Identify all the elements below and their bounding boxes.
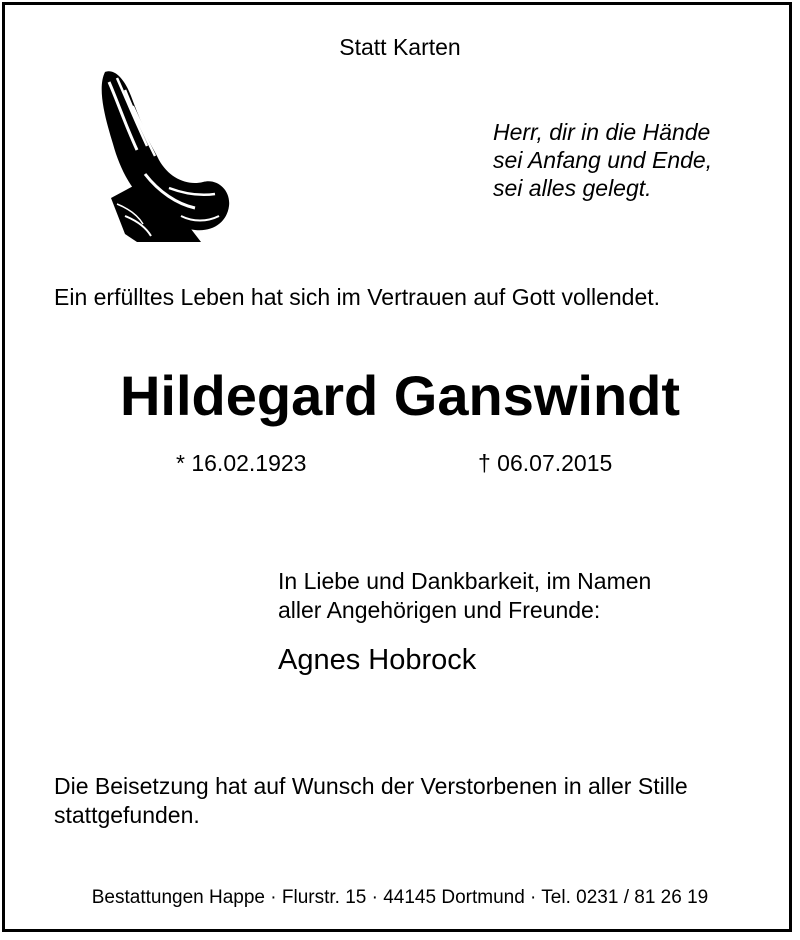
deceased-name: Hildegard Ganswindt: [119, 364, 681, 427]
burial-line: Die Beisetzung hat auf Wunsch der Verstorbenen in aller Stille: [54, 773, 688, 799]
mourner-name: Agnes Hobrock: [278, 644, 477, 676]
verse-line: sei Anfang und Ende,: [493, 147, 713, 173]
thanks-line: aller Angehörigen und Freunde:: [278, 597, 601, 623]
praying-hands-icon: [85, 66, 235, 242]
birth-date: * 16.02.1923: [176, 450, 307, 476]
verse: [493, 118, 712, 202]
thanks-line: In Liebe und Dankbarkeit, im Namen: [278, 568, 652, 594]
intro-text: Ein erfülltes Leben hat sich im Vertrauen auf Gott vollendet.: [54, 284, 661, 310]
death-date: † 06.07.2015: [478, 450, 613, 476]
burial-note: [54, 772, 688, 830]
thanks-text: [278, 567, 651, 625]
verse-line: Herr, dir in die Hände: [493, 119, 711, 145]
burial-line: stattgefunden.: [54, 802, 200, 828]
notice-heading: Statt Karten: [339, 34, 461, 60]
verse-line: sei alles gelegt.: [493, 175, 652, 201]
funeral-home-footer: Bestattungen Happe · Flurstr. 15 · 44145 Dortmund · Tel. 0231 / 81 26 19: [91, 887, 709, 908]
